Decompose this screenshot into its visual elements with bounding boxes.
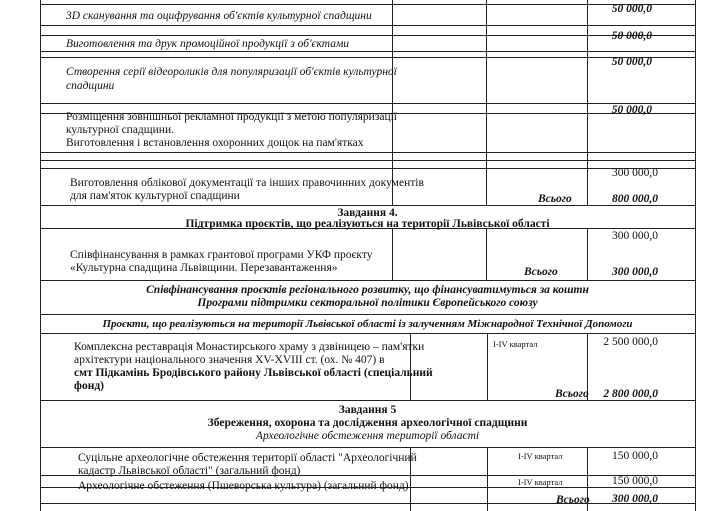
row-amount: 50 000,0 [611,3,652,15]
row-amount: 150 000,0 [612,475,658,487]
row-description: Розміщення зовнішньої рекламної продукції з метою популяризації [66,111,398,123]
row-amount: 150 000,0 [612,450,658,462]
rule [392,228,393,280]
rule [486,228,487,280]
period: І-IV квартал [493,339,538,349]
row-description: Виготовлення і встановлення охоронних дощок на пам'ятках [66,137,364,149]
task-title: Завдання 4. [337,207,398,219]
row-description: фонд) [74,380,104,392]
task-title: Завдання 5 [338,404,397,416]
row-description: 3D сканування та оцифрування об'єктів культурної спадщини [66,10,372,22]
period: І-IV квартал [518,451,563,461]
rule [487,333,488,400]
row-description: Виготовлення облікової документації та інших правочинних документів [70,177,424,189]
total-label: Всього [538,193,572,205]
total-amount: 2 800 000,0 [603,388,658,400]
rule [40,51,695,52]
row-description: кадастр Львівської області" (загальний фонд) [78,465,301,477]
row-description: Комплексна реставрація Монастирського храму з дзвіницею – пам'ятки [74,341,425,353]
rule [587,0,588,205]
rule [695,0,696,511]
task-subtitle: Збереження, охорона та дослідження археологічної спадщини [207,417,528,429]
rule [40,160,695,161]
row-amount: 50 000,0 [611,104,652,116]
row-description: Суцільне археологічне обстеження території області "Археологічний [78,452,417,464]
section-heading: Програми підтримки секторальної політики Європейського союзу [197,297,538,309]
rule [487,447,488,511]
row-amount: 50 000,0 [611,30,652,42]
row-amount: 300 000,0 [612,167,658,179]
rule [40,25,695,26]
task-subsubtitle: Археологічне обстеження території області [255,430,480,442]
rule [40,280,695,281]
section-heading: Проєкти, що реалізуються на території Львівської області із залученням Міжнародної Технічної Допомоги [102,318,633,330]
total-label: Всього [556,494,590,506]
rule [40,447,695,448]
rule [40,314,695,315]
row-amount: 50 000,0 [611,56,652,68]
row-description: культурної спадщини. [66,124,174,136]
task-subtitle: Підтримка проєктів, що реалізуються на території Львівської області [185,218,550,230]
row-description: «Культурна спадщина Львівщини. Перезавантаження» [70,262,338,274]
total-label: Всього [524,266,558,278]
period: І-IV квартал [518,477,563,487]
total-label: Всього [555,388,589,400]
row-description: спадщини [66,80,115,92]
rule [587,228,588,280]
row-description: Створення серії відеороликів для популяризації об'єктів культурної [66,66,397,78]
rule [40,333,695,334]
row-description: архітектури національного значення XV-XVIII ст. (ох. № 407) в [74,354,385,366]
rule [40,152,695,153]
row-description: смт Підкамінь Бродівського району Львівської області (спеціальний [74,367,433,379]
row-description: Археологічне обстеження (Пшеворська культура) (загальний фонд) [78,480,409,492]
row-description: Співфінансування в рамках грантової програми УКФ проєкту [70,249,373,261]
rule [486,0,487,205]
total-amount: 300 000,0 [612,493,658,505]
total-amount: 300 000,0 [612,266,658,278]
total-amount: 800 000,0 [612,193,658,205]
rule [392,0,393,205]
row-description: Виготовлення та друк промоційної продукції з об'єктами [66,38,350,50]
section-heading: Співфінансування проєктів регіонального розвитку, що фінансуватимуться за коштн [146,284,589,296]
row-amount: 300 000,0 [612,230,658,242]
row-description: для пам'яток культурної спадщини [70,190,240,202]
row-amount: 2 500 000,0 [603,336,658,348]
